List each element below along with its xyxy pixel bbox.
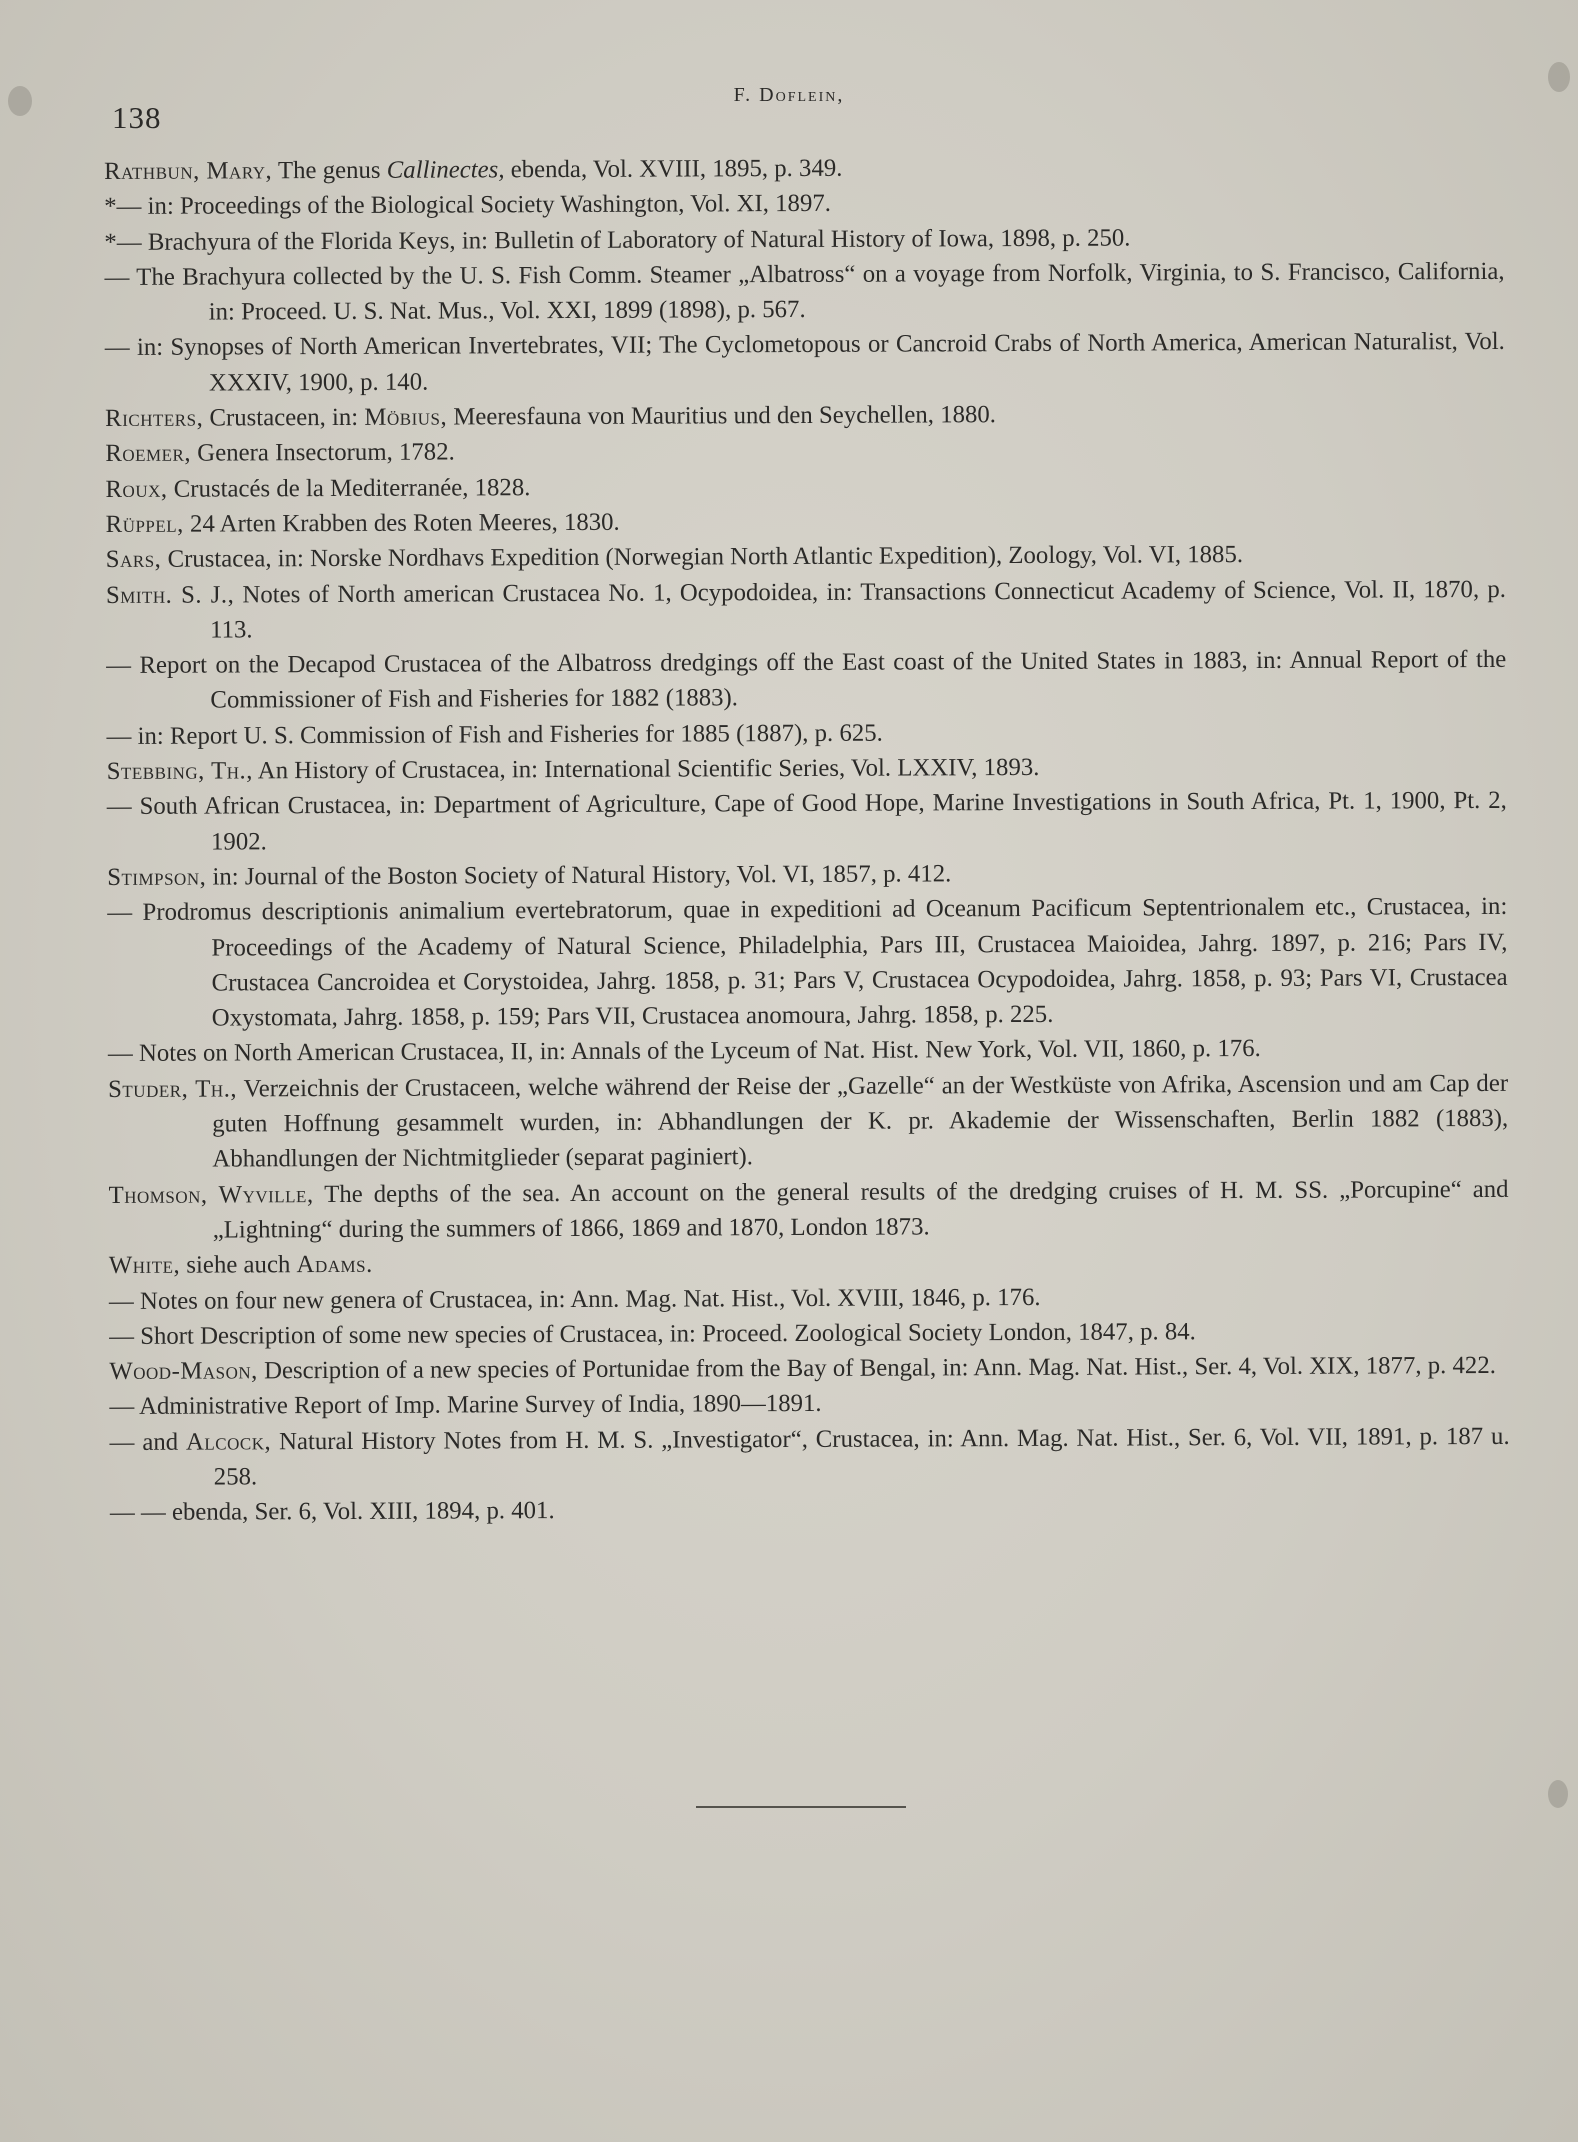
- reference-entry: [106, 571, 1506, 648]
- reference-text: Natural History Notes from H. M. S. „Investigator“, Crustacea, in: Ann. Mag. Nat. Hist., Ser. 6, Vol. VII, 1891, p. 187 u. 258.: [213, 1422, 1510, 1491]
- author-name: Roemer,: [105, 439, 192, 468]
- paper-blemish: [1548, 62, 1570, 92]
- reference-text: An History of Crustacea, in: International Scientific Series, Vol. LXXIV, 1893.: [252, 753, 1040, 785]
- reference-text: — in: Report U. S. Commission of Fish and Fisheries for 1885 (1887), p. 625.: [106, 719, 883, 750]
- reference-entry: [104, 183, 1504, 224]
- reference-text: ebenda, Vol. XVIII, 1895, p. 349.: [504, 154, 843, 184]
- reference-text: Genera Insectorum, 1782.: [190, 438, 455, 467]
- reference-text: — The Brachyura collected by the U. S. Fish Comm. Steamer „Albatross“ on a voyage from Norfolk, Virginia, to S. Francisco, California, in: Proceed. U. S. Nat. Mus., Vol. XXI, 1899 (1898), p. 567.: [104, 257, 1505, 326]
- reference-entry: [105, 430, 1505, 471]
- reference-text: The depths of the sea. An account on the general results of the dredging cruises of H. M. SS. „Porcupine“ and „Lightning“ during the summers of 1866, 1869 and 1870, London 1873.: [212, 1175, 1509, 1244]
- reference-text: Description of a new species of Portunidae from the Bay of Bengal, in: Ann. Mag. Nat. Hist., Ser. 4, Vol. XIX, 1877, p. 422.: [257, 1352, 1496, 1385]
- author-name: Rathbun, Mary,: [104, 157, 273, 185]
- author-name: Adams.: [296, 1251, 373, 1279]
- reference-text: — Notes on North American Crustacea, II, in: Annals of the Lyceum of Nat. Hist. New York, Vol. VII, 1860, p. 176.: [107, 1035, 1261, 1068]
- reference-text: — Report on the Decapod Crustacea of the Albatross dredgings off the East coast of the United States in 1883, in: Annual Report of the Commissioner of Fish and Fisheries for 1882 (1883).: [106, 646, 1507, 714]
- author-name: Möbius,: [364, 403, 448, 431]
- author-name: Smith. S. J.,: [105, 580, 235, 609]
- paper-blemish: [8, 86, 32, 116]
- reference-entry: [108, 1030, 1508, 1071]
- reference-entry: [105, 324, 1505, 401]
- paper-blemish: [1548, 1780, 1568, 1808]
- author-name: Stebbing, Th.,: [106, 757, 253, 786]
- reference-text: siehe auch: [180, 1251, 297, 1279]
- reference-entry: [107, 783, 1507, 860]
- author-name: Sars,: [105, 546, 162, 574]
- reference-entry: [109, 1348, 1509, 1389]
- reference-text: — Administrative Report of Imp. Marine Survey of India, 1890—1891.: [109, 1390, 822, 1421]
- author-name: Studer, Th.,: [108, 1075, 238, 1103]
- end-rule: [696, 1806, 906, 1808]
- author-name: Rüppel,: [105, 510, 184, 538]
- author-name: Stimpson,: [107, 863, 207, 891]
- reference-entry: [104, 218, 1504, 259]
- author-name: Thomson, Wyville,: [108, 1180, 314, 1209]
- reference-text: Verzeichnis der Crustaceen, welche während der Reise der „Gazelle“ an der Westküste von Afrika, Ascension und am Cap der guten Hoffnung gesammelt wurden, in: Abhandlungen der K. pr. Akademie der Wissenschaften, Berlin 1882 (1883), Abhandlungen der Nichtmitglieder (separat paginiert).: [212, 1069, 1509, 1173]
- author-name: Richters,: [105, 404, 204, 433]
- reference-entry: [106, 501, 1506, 542]
- author-name: White,: [108, 1251, 181, 1280]
- reference-text: 24 Arten Krabben des Roten Meeres, 1830.: [183, 508, 620, 538]
- author-name: Alcock,: [185, 1427, 272, 1456]
- reference-entry: [109, 1383, 1509, 1424]
- reference-text: The genus: [272, 156, 387, 185]
- reference-text: — Notes on four new genera of Crustacea, in: Ann. Mag. Nat. Hist., Vol. XVIII, 1846, p. 176.: [108, 1283, 1041, 1315]
- author-name: Roux,: [105, 475, 168, 503]
- reference-entry: [106, 713, 1506, 754]
- reference-text: — Prodromus descriptionis animalium evertebratorum, quae in expeditioni ad Oceanum Pacificum Septentrionalem etc., Crustacea, in: Proceedings of the Academy of Natural Science, Philadelphia, Pars III, Crustacea Maioidea, Jahrg. 1897, p. 216; Pars IV, Crustacea Cancroidea et Corystoidea, Jahrg. 1858, p. 31; Pars V, Crustacea Ocypodoidea, Jahrg. 1858, p. 93; Pars VI, Crustacea Oxystomata, Jahrg. 1858, p. 159; Pars VII, Crustacea anomoura, Jahrg. 1858, p. 225.: [107, 893, 1508, 1032]
- reference-text: — and: [109, 1428, 187, 1456]
- genus-name: Callinectes,: [386, 156, 505, 184]
- reference-text: — in: Synopses of North American Invertebrates, VII; The Cyclometopous or Cancroid Crabs of North America, American Naturalist, Vol. XXXIV, 1900, p. 140.: [104, 328, 1505, 397]
- reference-text: Crustacea, in: Norske Nordhavs Expedition (Norwegian North Atlantic Expedition), Zoology, Vol. VI, 1885.: [161, 541, 1244, 574]
- reference-text: — Short Description of some new species of Crustacea, in: Proceed. Zoological Society London, 1847, p. 84.: [109, 1318, 1196, 1350]
- reference-entry: [108, 1171, 1508, 1248]
- reference-entry: [109, 1277, 1509, 1318]
- reference-entry: [107, 889, 1508, 1036]
- reference-text: Crustacés de la Mediterranée, 1828.: [167, 473, 531, 503]
- reference-text: Meeresfauna von Mauritius und den Seychellen, 1880.: [447, 401, 997, 431]
- reference-entry: [109, 1242, 1509, 1283]
- reference-text: in: Journal of the Boston Society of Natural History, Vol. VI, 1857, p. 412.: [206, 860, 952, 891]
- reference-entry: [104, 148, 1504, 189]
- reference-text: — — ebenda, Ser. 6, Vol. XIII, 1894, p. 401.: [109, 1497, 555, 1527]
- reference-entry: [105, 466, 1505, 507]
- reference-text: Crustaceen, in:: [203, 403, 365, 432]
- reference-entry: [107, 748, 1507, 789]
- reference-entry: [107, 854, 1507, 895]
- bibliography-list: [104, 148, 1510, 1531]
- reference-entry: [104, 254, 1504, 331]
- reference-text: *— in: Proceedings of the Biological Society Washington, Vol. XI, 1897.: [104, 190, 831, 221]
- reference-text: Notes of North american Crustacea No. 1, Ocypodoidea, in: Transactions Connecticut Academy of Science, Vol. II, 1870, p. 113.: [210, 575, 1506, 644]
- reference-entry: [110, 1419, 1510, 1496]
- reference-entry: [109, 1313, 1509, 1354]
- reference-entry: [110, 1489, 1510, 1530]
- reference-entry: [106, 536, 1506, 577]
- author-name: Wood-Mason,: [109, 1357, 258, 1386]
- reference-entry: [108, 1066, 1508, 1178]
- reference-entry: [105, 395, 1505, 436]
- reference-text: — South African Crustacea, in: Department of Agriculture, Cape of Good Hope, Marine Investigations in South Africa, Pt. 1, 1900, Pt. 2, 1902.: [106, 787, 1507, 856]
- reference-entry: [106, 642, 1506, 719]
- page-number: 138: [112, 100, 162, 135]
- running-head: F. Doflein,: [733, 84, 845, 106]
- reference-text: *— Brachyura of the Florida Keys, in: Bulletin of Laboratory of Natural History of Iowa, 1898, p. 250.: [104, 224, 1131, 256]
